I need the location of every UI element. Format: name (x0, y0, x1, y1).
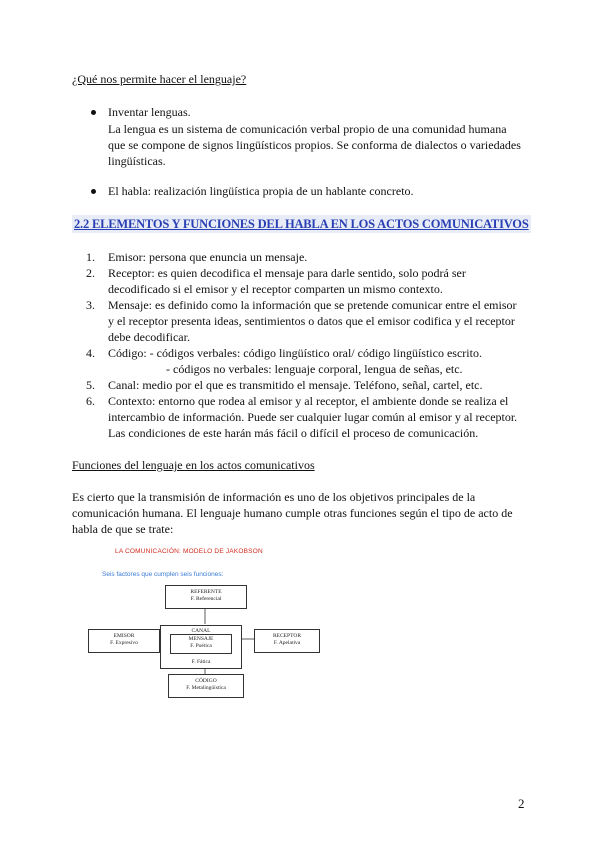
emisor-function: F. Expresivo (110, 640, 138, 646)
diagram-box-codigo (168, 674, 244, 698)
diagram-box-receptor (254, 629, 320, 653)
codigo-function: F. Metalingüística (186, 685, 226, 691)
mensaje-function: F. Poética (190, 643, 212, 649)
diagram-subtitle: Seis factores que cumplen seis funciones: (102, 571, 224, 578)
list-number: 3. (86, 298, 95, 312)
list-item-mensaje-cont: debe decodificar. (108, 330, 190, 344)
page-number: 2 (518, 796, 525, 811)
bullet-dot (91, 110, 96, 115)
referente-function: F. Referencial (190, 596, 222, 602)
receptor-label: RECEPTOR (272, 633, 301, 639)
codigo-label: CÓDIGO (195, 678, 217, 684)
diagram-box-mensaje (170, 634, 232, 654)
bullet-dot (91, 189, 96, 194)
list-item-contexto-cont: intercambio de información. Puede ser cualquier lugar común al emisor y al receptor. (108, 410, 518, 424)
list-number: 2. (86, 266, 95, 280)
list-item-receptor: Receptor: es quien decodifica el mensaje para darle sentido, solo podrá ser (108, 266, 466, 280)
question-heading: ¿Qué nos permite hacer el lenguaje? (72, 72, 247, 86)
functions-heading: Funciones del lenguaje en los actos comunicativos (72, 458, 315, 472)
bullet-2: El habla: realización lingüística propia de un hablante concreto. (108, 184, 414, 198)
section-heading: 2.2 ELEMENTOS Y FUNCIONES DEL HABLA EN LOS ACTOS COMUNICATIVOS (74, 217, 529, 231)
paragraph-line: Es cierto que la transmisión de información es uno de los objetivos principales de la (72, 490, 476, 504)
paragraph-line: habla de que se trate: (72, 522, 174, 536)
list-item-codigo: Código: - códigos verbales: código lingüístico oral/ código lingüístico escrito. (108, 346, 482, 360)
list-item-receptor-cont: decodificado si el emisor y el receptor comparten un mismo contexto. (108, 282, 443, 296)
diagram-box-emisor (88, 629, 160, 653)
list-item-canal: Canal: medio por el que es transmitido el mensaje. Teléfono, señal, cartel, etc. (108, 378, 483, 392)
list-number: 6. (86, 394, 95, 408)
bullet-1-line-1: La lengua es un sistema de comunicación verbal propio de una comunidad humana (108, 122, 507, 136)
list-item-mensaje: Mensaje: es definido como la información que se pretende comunicar entre el emisor (108, 298, 517, 312)
list-item-mensaje-cont: y el receptor presenta ideas, sentimientos o datos que el emisor codifica y el receptor (108, 314, 515, 328)
list-number: 4. (86, 346, 95, 360)
bullet-1-line-2: que se compone de signos lingüísticos propios. Se conforma de dialectos o variedades (108, 138, 521, 152)
list-item-codigo-cont: - códigos no verbales: lenguaje corporal, lengua de señas, etc. (166, 362, 463, 376)
list-number: 5. (86, 378, 95, 392)
paragraph-line: comunicación humana. El lenguaje humano cumple otras funciones según el tipo de acto de (72, 506, 513, 520)
list-item-contexto: Contexto: entorno que rodea al emisor y al receptor, el ambiente donde se realiza el (108, 394, 509, 408)
bullet-1-line-3: lingüísticas. (108, 154, 166, 168)
diagram-box-referente (165, 585, 247, 609)
emisor-label: EMISOR (113, 633, 135, 639)
jakobson-diagram (88, 545, 320, 703)
bullet-1-title: Inventar lenguas. (108, 105, 191, 119)
mensaje-label: MENSAJE (188, 636, 214, 642)
canal-label: CANAL (191, 628, 211, 634)
receptor-function: F. Apelativa (273, 640, 301, 646)
list-number: 1. (86, 250, 95, 264)
list-item-emisor: Emisor: persona que enuncia un mensaje. (108, 250, 308, 264)
diagram-title: LA COMUNICACIÓN: MODELO DE JAKOBSON (115, 548, 263, 555)
list-item-contexto-cont: Las condiciones de este harán más fácil o difícil el proceso de comunicación. (108, 426, 479, 440)
fatica-function: F. Fática (191, 659, 211, 665)
referente-label: REFERENTE (190, 589, 222, 595)
